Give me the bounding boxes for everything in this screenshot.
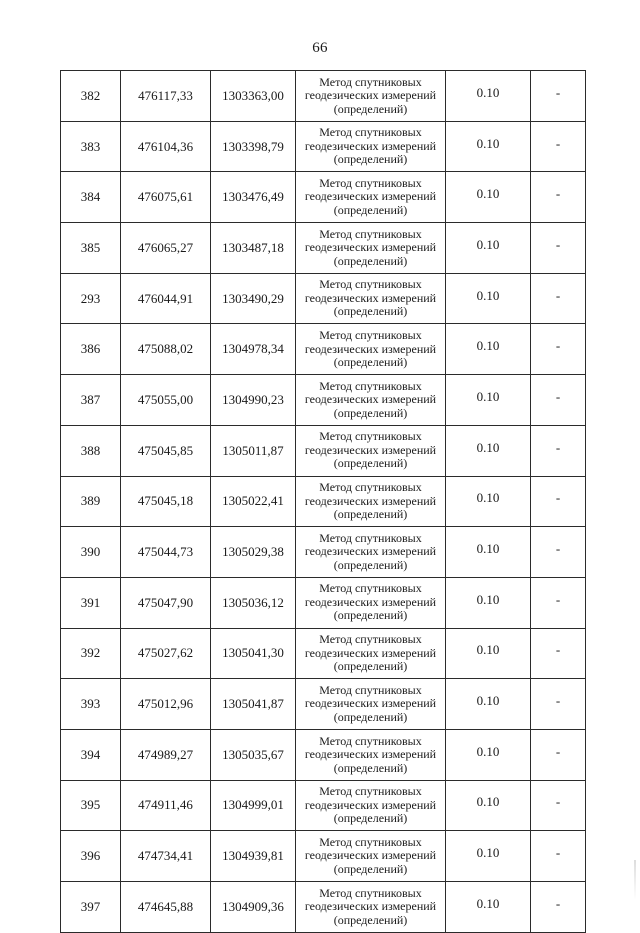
table-row (61, 273, 586, 324)
note-cell: - (531, 527, 586, 578)
x-coordinate-cell: 476104,36 (121, 121, 211, 172)
table-row (61, 679, 586, 730)
point-number-cell: 390 (61, 527, 121, 578)
y-coordinate-cell: 1305022,41 (211, 476, 296, 527)
method-line: Метод спутниковых (319, 784, 422, 799)
method-cell (296, 172, 446, 223)
method-line: Метод спутниковых (319, 277, 422, 292)
x-coordinate-cell: 476044,91 (121, 273, 211, 324)
method-line: (определений) (333, 608, 408, 623)
table-row (61, 577, 586, 628)
y-coordinate-cell: 1303398,79 (211, 121, 296, 172)
method-line: Метод спутниковых (319, 581, 422, 596)
y-coordinate-cell: 1303487,18 (211, 223, 296, 274)
method-line: (определений) (333, 355, 408, 370)
note-cell: - (531, 273, 586, 324)
y-coordinate-cell: 1305029,38 (211, 527, 296, 578)
method-line: геодезических измерений (304, 392, 437, 407)
method-line: (определений) (333, 912, 408, 927)
y-coordinate-cell: 1305035,67 (211, 729, 296, 780)
point-number-cell: 385 (61, 223, 121, 274)
accuracy-cell: 0.10 (446, 577, 531, 628)
point-number-cell: 383 (61, 121, 121, 172)
point-number-cell: 392 (61, 628, 121, 679)
point-number-cell: 393 (61, 679, 121, 730)
method-line: Метод спутниковых (319, 378, 422, 393)
method-line: Метод спутниковых (319, 175, 422, 190)
method-cell (296, 324, 446, 375)
method-line: Метод спутниковых (319, 429, 422, 444)
x-coordinate-cell: 475055,00 (121, 375, 211, 426)
method-line: (определений) (333, 253, 408, 268)
note-cell: - (531, 882, 586, 933)
table-row (61, 527, 586, 578)
y-coordinate-cell: 1305041,30 (211, 628, 296, 679)
x-coordinate-cell: 475027,62 (121, 628, 211, 679)
method-line: геодезических измерений (304, 696, 437, 711)
table-row (61, 729, 586, 780)
method-cell (296, 527, 446, 578)
x-coordinate-cell: 474734,41 (121, 831, 211, 882)
x-coordinate-cell: 475045,18 (121, 476, 211, 527)
method-line: геодезических измерений (304, 138, 437, 153)
table-row (61, 223, 586, 274)
method-line: (определений) (333, 861, 408, 876)
accuracy-cell: 0.10 (446, 324, 531, 375)
note-cell: - (531, 628, 586, 679)
note-cell: - (531, 780, 586, 831)
method-cell (296, 882, 446, 933)
method-line: Метод спутниковых (319, 885, 422, 900)
point-number-cell: 386 (61, 324, 121, 375)
y-coordinate-cell: 1304978,34 (211, 324, 296, 375)
method-line: геодезических измерений (304, 341, 437, 356)
method-line: Метод спутниковых (319, 125, 422, 140)
method-cell (296, 628, 446, 679)
method-line: (определений) (333, 405, 408, 420)
method-line: Метод спутниковых (319, 74, 422, 89)
note-cell: - (531, 71, 586, 122)
method-line: Метод спутниковых (319, 834, 422, 849)
method-line: геодезических измерений (304, 747, 437, 762)
x-coordinate-cell: 476065,27 (121, 223, 211, 274)
method-line: (определений) (333, 709, 408, 724)
accuracy-cell: 0.10 (446, 679, 531, 730)
y-coordinate-cell: 1305011,87 (211, 425, 296, 476)
method-cell (296, 831, 446, 882)
method-line: Метод спутниковых (319, 733, 422, 748)
x-coordinate-cell: 474989,27 (121, 729, 211, 780)
coordinates-table (60, 70, 586, 933)
x-coordinate-cell: 476117,33 (121, 71, 211, 122)
accuracy-cell: 0.10 (446, 273, 531, 324)
accuracy-cell: 0.10 (446, 71, 531, 122)
method-line: Метод спутниковых (319, 328, 422, 343)
method-cell (296, 223, 446, 274)
table-row (61, 831, 586, 882)
method-line: геодезических измерений (304, 544, 437, 559)
method-line: Метод спутниковых (319, 226, 422, 241)
method-cell (296, 375, 446, 426)
method-line: геодезических измерений (304, 88, 437, 103)
point-number-cell: 389 (61, 476, 121, 527)
note-cell: - (531, 831, 586, 882)
y-coordinate-cell: 1304999,01 (211, 780, 296, 831)
table-row (61, 882, 586, 933)
accuracy-cell: 0.10 (446, 831, 531, 882)
accuracy-cell: 0.10 (446, 172, 531, 223)
table-row (61, 628, 586, 679)
table-row (61, 375, 586, 426)
method-line: (определений) (333, 811, 408, 826)
table-row (61, 324, 586, 375)
point-number-cell: 397 (61, 882, 121, 933)
x-coordinate-cell: 475044,73 (121, 527, 211, 578)
y-coordinate-cell: 1305036,12 (211, 577, 296, 628)
method-cell (296, 71, 446, 122)
accuracy-cell: 0.10 (446, 121, 531, 172)
note-cell: - (531, 121, 586, 172)
table-row (61, 121, 586, 172)
accuracy-cell: 0.10 (446, 527, 531, 578)
note-cell: - (531, 324, 586, 375)
note-cell: - (531, 476, 586, 527)
method-line: (определений) (333, 507, 408, 522)
y-coordinate-cell: 1303490,29 (211, 273, 296, 324)
method-cell (296, 273, 446, 324)
point-number-cell: 396 (61, 831, 121, 882)
point-number-cell: 394 (61, 729, 121, 780)
y-coordinate-cell: 1303476,49 (211, 172, 296, 223)
table-row (61, 476, 586, 527)
accuracy-cell: 0.10 (446, 882, 531, 933)
x-coordinate-cell: 475012,96 (121, 679, 211, 730)
method-line: (определений) (333, 304, 408, 319)
method-line: геодезических измерений (304, 594, 437, 609)
point-number-cell: 384 (61, 172, 121, 223)
table-body (61, 71, 586, 933)
method-line: геодезических измерений (304, 645, 437, 660)
point-number-cell: 391 (61, 577, 121, 628)
note-cell: - (531, 223, 586, 274)
note-cell: - (531, 172, 586, 223)
accuracy-cell: 0.10 (446, 223, 531, 274)
accuracy-cell: 0.10 (446, 425, 531, 476)
point-number-cell: 293 (61, 273, 121, 324)
method-line: геодезических измерений (304, 442, 437, 457)
method-line: (определений) (333, 202, 408, 217)
x-coordinate-cell: 475088,02 (121, 324, 211, 375)
x-coordinate-cell: 475047,90 (121, 577, 211, 628)
method-cell (296, 679, 446, 730)
method-line: Метод спутниковых (319, 632, 422, 647)
y-coordinate-cell: 1304939,81 (211, 831, 296, 882)
point-number-cell: 382 (61, 71, 121, 122)
method-line: геодезических измерений (304, 899, 437, 914)
method-cell (296, 577, 446, 628)
accuracy-cell: 0.10 (446, 780, 531, 831)
method-line: (определений) (333, 456, 408, 471)
method-cell (296, 729, 446, 780)
method-cell (296, 425, 446, 476)
method-line: Метод спутниковых (319, 682, 422, 697)
table-row (61, 425, 586, 476)
page-number: 66 (312, 40, 328, 56)
method-line: геодезических измерений (304, 189, 437, 204)
x-coordinate-cell: 474911,46 (121, 780, 211, 831)
point-number-cell: 387 (61, 375, 121, 426)
table-row (61, 780, 586, 831)
y-coordinate-cell: 1303363,00 (211, 71, 296, 122)
point-number-cell: 388 (61, 425, 121, 476)
x-coordinate-cell: 476075,61 (121, 172, 211, 223)
accuracy-cell: 0.10 (446, 476, 531, 527)
x-coordinate-cell: 474645,88 (121, 882, 211, 933)
method-cell (296, 476, 446, 527)
method-line: Метод спутниковых (319, 480, 422, 495)
accuracy-cell: 0.10 (446, 628, 531, 679)
method-line: Метод спутниковых (319, 530, 422, 545)
method-line: геодезических измерений (304, 240, 437, 255)
method-line: (определений) (333, 152, 408, 167)
method-line: геодезических измерений (304, 848, 437, 863)
method-line: (определений) (333, 760, 408, 775)
accuracy-cell: 0.10 (446, 729, 531, 780)
method-line: (определений) (333, 557, 408, 572)
note-cell: - (531, 425, 586, 476)
y-coordinate-cell: 1304909,36 (211, 882, 296, 933)
scan-artifact (634, 860, 636, 900)
method-line: (определений) (333, 659, 408, 674)
method-line: (определений) (333, 101, 408, 116)
table-row (61, 172, 586, 223)
x-coordinate-cell: 475045,85 (121, 425, 211, 476)
note-cell: - (531, 375, 586, 426)
method-cell (296, 780, 446, 831)
y-coordinate-cell: 1305041,87 (211, 679, 296, 730)
note-cell: - (531, 679, 586, 730)
method-line: геодезических измерений (304, 493, 437, 508)
point-number-cell: 395 (61, 780, 121, 831)
method-line: геодезических измерений (304, 797, 437, 812)
method-cell (296, 121, 446, 172)
note-cell: - (531, 729, 586, 780)
method-line: геодезических измерений (304, 290, 437, 305)
accuracy-cell: 0.10 (446, 375, 531, 426)
table-row (61, 71, 586, 122)
y-coordinate-cell: 1304990,23 (211, 375, 296, 426)
note-cell: - (531, 577, 586, 628)
